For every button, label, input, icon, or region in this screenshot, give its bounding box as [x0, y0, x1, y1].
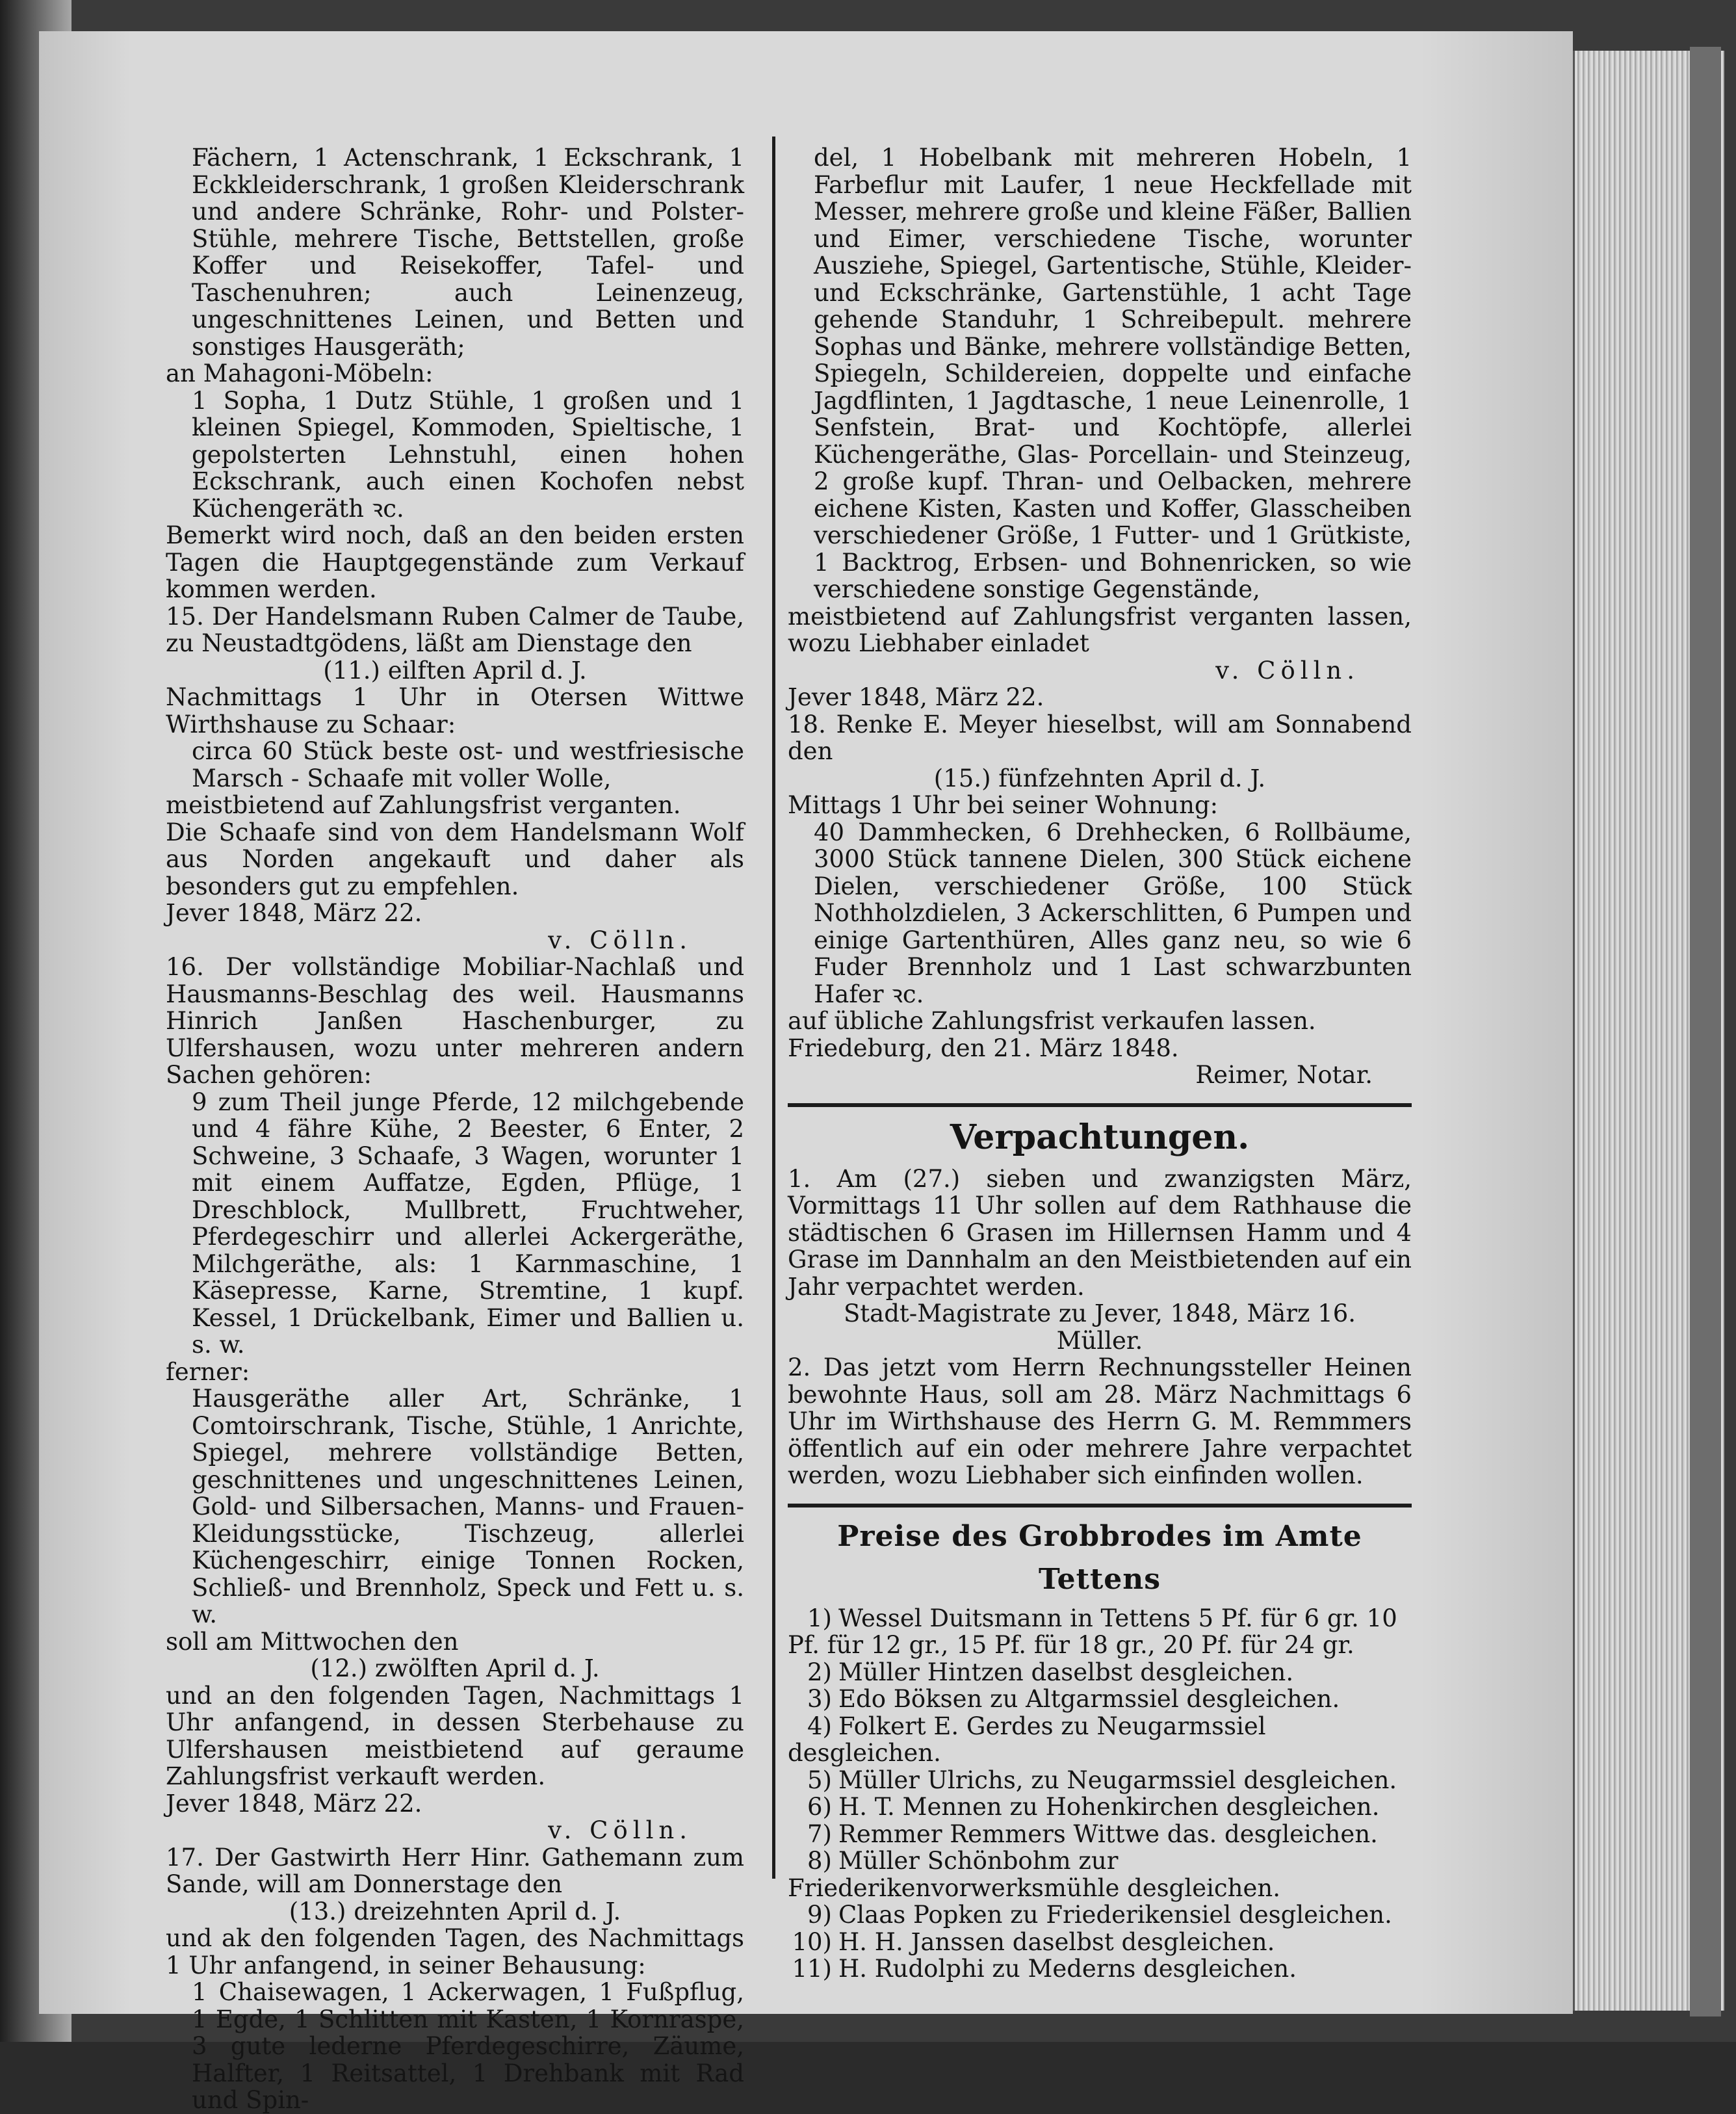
paragraph-r10: Friedeburg, den 21. März 1848.: [788, 1034, 1179, 1062]
section-title-bread-prices: Preise des Grobbrodes im Amte Tettens: [837, 1519, 1362, 1596]
paragraph-r9: auf übliche Zahlungsfrist verkaufen lassen.: [788, 1007, 1316, 1035]
price-list-text: Edo Böksen zu Altgarmssiel desgleichen.: [838, 1685, 1340, 1713]
lease-notices: [788, 1166, 1412, 1489]
right-column: [788, 144, 1412, 1983]
price-list-number: 8): [807, 1847, 832, 1875]
paragraph-l18: (12.) zwölften April d. J.: [310, 1654, 600, 1682]
paragraph-r8: 40 Dammhecken, 6 Drehhecken, 6 Rollbäume, 3000 Stück tannene Dielen, 300 Stück eichene Dielen, verschiedener Größe, 100 Stück Nothholzdielen, 3 Ackerschlitten, 6 Pumpen und einige Gartenthüren, Alles ganz neu, so wie 6 Fuder Brennholz und 1 Last schwarzbunten Hafer ꝛc.: [814, 818, 1412, 1008]
price-list-number: 7): [807, 1820, 832, 1848]
price-list-number: 5): [807, 1766, 832, 1794]
paragraph-l3: 1 Sopha, 1 Dutz Stühle, 1 großen und 1 kleinen Spiegel, Kommoden, Spieltische, 1 gepolsterten Lehnstuhl, einen hohen Eckschrank, auch einen Kochofen nebst Küchengeräth ꝛc.: [192, 386, 744, 523]
paragraph-l10: Die Schaafe sind von dem Handelsmann Wolf aus Norden angekauft und daher als besonders gut zu empfehlen.: [166, 818, 744, 900]
paragraph-l19: und an den folgenden Tagen, Nachmittags 1 Uhr anfangend, in dessen Sterbehause zu Ulfershausen meistbietend auf geraume Zahlungsfrist verkauft werden.: [166, 1681, 744, 1790]
price-list-item: [788, 1686, 1412, 1713]
paragraph-l14: 9 zum Theil junge Pferde, 12 milchgebende und 4 fähre Kühe, 2 Beester, 6 Enter, 2 Schweine, 3 Schaafe, 3 Wagen, worunter 1 mit einem Auffatze, Egden, Pflüge, 1 Dreschblock, Mullbrett, Fruchtweher, Pferdegeschirr und allerlei Ackergeräthe, Milchgeräthe, als: 1 Karnmaschine, 1 Käsepresse, Karne, Stremtine, 1 kupf. Kessel, 1 Drückelbank, Eimer und Ballien u. s. w.: [192, 1088, 744, 1359]
price-list-number: 2): [807, 1658, 832, 1686]
paragraph-r7: Mittags 1 Uhr bei seiner Wohnung:: [788, 791, 1219, 819]
price-list-number: 10): [792, 1927, 832, 1956]
paragraph-l2: an Mahagoni-Möbeln:: [166, 359, 434, 387]
paragraph-l21: v. Cölln.: [548, 1816, 692, 1844]
price-list-text: Claas Popken zu Friederikensiel desgleichen.: [838, 1901, 1392, 1929]
price-list-text: Müller Ulrichs, zu Neugarmssiel desgleichen.: [838, 1766, 1397, 1794]
price-list-item: [788, 1713, 1412, 1767]
paragraph-m1: 1. Am (27.) sieben und zwanzigsten März, Vormittags 11 Uhr sollen auf dem Rathhause die städtischen 6 Grasen im Hillernsen Hamm und 4 Grase im Dannhalm an den Meistbietenden auf ein Jahr verpachtet werden.: [788, 1164, 1412, 1301]
left-column: [166, 144, 744, 2114]
price-list-number: 1): [807, 1604, 832, 1632]
book-cover-edge: [1690, 47, 1721, 2016]
column-divider: [772, 137, 775, 1879]
price-list-number: 4): [807, 1712, 832, 1740]
paragraph-m2: Stadt-Magistrate zu Jever, 1848, März 16.: [843, 1299, 1356, 1327]
price-list-text: H. T. Mennen zu Hohenkirchen desgleichen.: [838, 1793, 1380, 1821]
price-list-text: Müller Hintzen daselbst desgleichen.: [838, 1658, 1294, 1686]
paragraph-l8: circa 60 Stück beste ost- und westfriesische Marsch - Schaafe mit voller Wolle,: [192, 737, 744, 792]
bread-price-list: [788, 1605, 1412, 1983]
paragraph-l20: Jever 1848, März 22.: [166, 1789, 422, 1818]
paragraph-r2: meistbietend auf Zahlungsfrist verganten lassen, wozu Liebhaber einladet: [788, 602, 1412, 657]
paragraph-l1: Fächern, 1 Actenschrank, 1 Eckschrank, 1 Eckkleiderschrank, 1 großen Kleiderschrank und andere Schränke, Rohr- und Polster-Stühle, mehrere Tische, Bettstellen, große Koffer und Reisekoffer, Tafel- und Taschenuhren; auch Leinenzeug, ungeschnittenes Leinen, und Betten und sonstiges Hausgeräth;: [192, 144, 744, 361]
paragraph-l25: 1 Chaisewagen, 1 Ackerwagen, 1 Fußpflug, 1 Egde, 1 Schlitten mit Kasten, 1 Kornraspe, 3 gute lederne Pferdegeschirre, Zäume, Halfter, 1 Reitsattel, 1 Drehbank mit Rad und Spin-: [192, 1978, 744, 2114]
paragraph-l9: meistbietend auf Zahlungsfrist verganten.: [166, 791, 681, 819]
price-list-number: 11): [792, 1955, 832, 1983]
price-list-item: [788, 1929, 1412, 1956]
price-list-item: [788, 1794, 1412, 1821]
paragraph-l13: 16. Der vollständige Mobiliar-Nachlaß und Hausmanns-Beschlag des weil. Hausmanns Hinrich Janßen Haschenburger, zu Ulfershausen, wozu unter mehreren andern Sachen gehören:: [166, 953, 744, 1089]
paragraph-l15: ferner:: [166, 1357, 250, 1386]
paragraph-r4: Jever 1848, März 22.: [788, 683, 1044, 711]
paragraph-l12: v. Cölln.: [548, 926, 692, 954]
paragraph-l24: und ak den folgenden Tagen, des Nachmittags 1 Uhr anfangend, in seiner Behausung:: [166, 1924, 744, 1979]
paragraph-l16: Hausgeräthe aller Art, Schränke, 1 Comtoirschrank, Tische, Stühle, 1 Anrichte, Spiegel, mehrere vollständige Betten, geschnittenes und ungeschnittenes Leinen, Gold- und Silbersachen, Manns- und Frauen-Kleidungsstücke, Tischzeug, allerlei Küchengeschirr, einige Tonnen Rocken, Schließ- und Brennholz, Speck und Fett u. s. w.: [192, 1385, 744, 1628]
price-list-item: [788, 1901, 1412, 1929]
price-list-text: H. Rudolphi zu Mederns desgleichen.: [838, 1955, 1297, 1983]
price-list-item: [788, 1767, 1412, 1794]
price-list-text: Wessel Duitsmann in Tettens 5 Pf. für 6 gr. 10 Pf. für 12 gr., 15 Pf. für 18 gr., 20 Pf. für 24 gr.: [788, 1604, 1397, 1659]
paragraph-r3: v. Cölln.: [1215, 656, 1360, 685]
paragraph-l6: (11.) eilften April d. J.: [323, 656, 587, 685]
price-list-item: [788, 1821, 1412, 1848]
paragraph-l17: soll am Mittwochen den: [166, 1627, 459, 1656]
paragraph-r1: del, 1 Hobelbank mit mehreren Hobeln, 1 Farbeflur mit Laufer, 1 neue Heckfellade mit Messer, mehrere große und kleine Fäßer, Ballien und Eimer, verschiedene Tische, worunter Ausziehe, Spiegel, Gartentische, Stühle, Kleider- und Eckschränke, Gartenstühle, 1 acht Tage gehende Standuhr, 1 Schreibepult. mehrere Sophas und Bänke, mehrere vollständige Betten, Spiegeln, Schildereien, doppelte und einfache Jagdflinten, 1 Jagdtasche, 1 neue Leinenrolle, 1 Senfstein, Brat- und Kochtöpfe, allerlei Küchengeräthe, Glas- Porcellain- und Steinzeug, 2 große kupf. Thran- und Oelbacken, mehrere eichene Kisten, Kasten und Koffer, Glasscheiben verschiedener Größe, 1 Futter- und 1 Grütkiste, 1 Backtrog, Erbsen- und Bohnenricken, so wie verschiedene sonstige Gegenstände,: [814, 144, 1412, 603]
paragraph-m4: 2. Das jetzt vom Herrn Rechnungssteller Heinen bewohnte Haus, soll am 28. März Nachmittags 6 Uhr im Wirthshause des Herrn G. M. Remmmers öffentlich auf ein oder mehrere Jahre verpachtet werden, wozu Liebhaber sich einfinden wollen.: [788, 1353, 1412, 1489]
paragraph-r11: Reimer, Notar.: [1195, 1061, 1373, 1089]
paragraph-m3: Müller.: [1056, 1326, 1143, 1355]
price-list-number: 3): [807, 1685, 832, 1713]
paragraph-r6: (15.) fünfzehnten April d. J.: [933, 764, 1266, 792]
auction-notices-continued: [788, 144, 1412, 1089]
paragraph-l4: Bemerkt wird noch, daß an den beiden ersten Tagen die Hauptgegenstände zum Verkauf kommen werden.: [166, 521, 744, 603]
price-list-item: [788, 1847, 1412, 1901]
paragraph-l7: Nachmittags 1 Uhr in Otersen Wittwe Wirthshause zu Schaar:: [166, 683, 744, 738]
price-list-item: [788, 1659, 1412, 1686]
paragraph-l22: 17. Der Gastwirth Herr Hinr. Gathemann zum Sande, will am Donnerstage den: [166, 1843, 744, 1898]
section-rule: [788, 1103, 1412, 1107]
paragraph-l5: 15. Der Handelsmann Ruben Calmer de Taube, zu Neustadtgödens, läßt am Dienstage den: [166, 602, 744, 657]
section-rule: [788, 1504, 1412, 1507]
paragraph-l11: Jever 1848, März 22.: [166, 899, 422, 927]
section-title-verpachtungen: Verpachtungen.: [950, 1117, 1250, 1157]
price-list-item: [788, 1605, 1412, 1659]
paragraph-r5: 18. Renke E. Meyer hieselbst, will am Sonnabend den: [788, 710, 1412, 765]
price-list-text: H. H. Janssen daselbst desgleichen.: [838, 1927, 1275, 1956]
price-list-text: Folkert E. Gerdes zu Neugarmssiel desgleichen.: [788, 1712, 1266, 1767]
price-list-item: [788, 1955, 1412, 1983]
price-list-text: Remmer Remmers Wittwe das. desgleichen.: [838, 1820, 1378, 1848]
price-list-number: 9): [807, 1901, 832, 1929]
price-list-text: Müller Schönbohm zur Friederikenvorwerksmühle desgleichen.: [788, 1847, 1280, 1902]
paragraph-l23: (13.) dreizehnten April d. J.: [289, 1897, 621, 1925]
price-list-number: 6): [807, 1793, 832, 1821]
